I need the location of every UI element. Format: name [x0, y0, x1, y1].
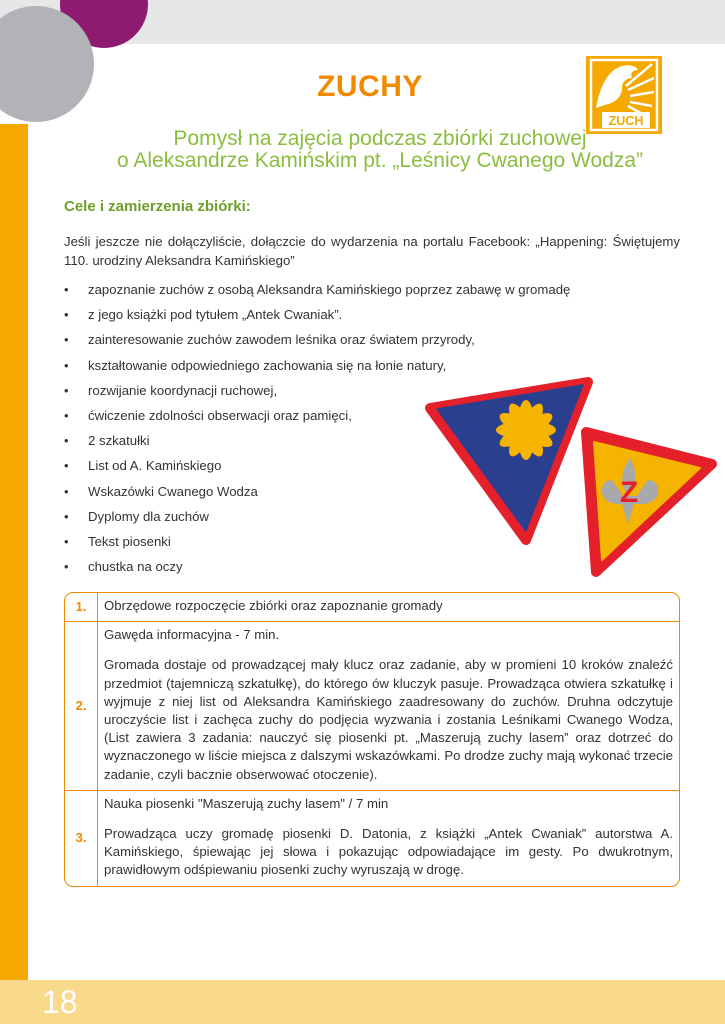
list-item-text: Wskazówki Cwanego Wodza	[88, 483, 258, 499]
list-item-text: List od A. Kamińskiego	[88, 458, 222, 474]
list-item-text: ćwiczenie zdolności obserwacji oraz pamięci,	[88, 407, 352, 423]
subtitle-line-1: Pomysł na zajęcia podczas zbiórki zuchowej	[173, 127, 587, 150]
list-item-text: Tekst piosenki	[88, 533, 171, 549]
list-item-text: z jego książki pod tytułem „Antek Cwaniak”.	[88, 307, 343, 323]
row-paragraph: Gromada dostaje od prowadzącej mały klucz oraz zadanie, aby w promieni 10 kroków znaleźć przedmiot (tajemniczą szkatułkę), do którego ów kluczyk pasuje. Prowadząca otwiera szkatułkę i wyjmuje z niej list od Aleksandra Kamińskiego zaadresowany do zuchów. Druhna odczytuje uroczyście list i zachęca zuchy do podjęcia wyzwania i zostania Leśnikami Cwanego Wodza, (List zawiera 3 zadania: nauczyć się piosenki pt. „Maszerują zuchy lasem” oraz dotrzeć do wyznaczonego w liście miejsca z dalszymi wskazówkami. Po drodze zuchy mają wykonać trzecie zadanie, czyli bacznie obserwować otoczenie).	[104, 657, 673, 782]
badges-illustration	[422, 372, 722, 582]
list-item-text: zainteresowanie zuchów zawodem leśnika oraz światem przyrody,	[88, 332, 475, 348]
subtitle	[60, 128, 700, 172]
bullet: •	[64, 407, 69, 423]
row-number: 2.	[65, 621, 98, 790]
page-title: ZUCHY	[317, 70, 423, 103]
bullet: •	[64, 433, 69, 449]
list-item	[64, 280, 570, 305]
table-row	[65, 593, 679, 621]
bullet: •	[64, 533, 69, 549]
bullet: •	[64, 332, 69, 348]
list-item-text: kształtowanie odpowiedniego zachowania się na łonie natury,	[88, 357, 447, 373]
bullet: •	[64, 382, 69, 398]
zuch-logo	[586, 56, 662, 134]
bullet: •	[64, 559, 69, 575]
bottom-band	[0, 980, 725, 1024]
schedule-table	[64, 592, 680, 887]
table-row	[65, 790, 679, 886]
badge-letter: Z	[619, 476, 639, 509]
row-heading: Obrzędowe rozpoczęcie zbiórki oraz zapoznanie gromady	[104, 598, 443, 613]
page-number: 18	[42, 984, 78, 1020]
row-paragraph: Prowadząca uczy gromadę piosenki D. Datonia, z książki „Antek Cwaniak” autorstwa A. Kamińskiego, śpiewając jej słowa i pokazując odpowiadające im gesty. Po dwukrotnym, prawidłowym odśpiewaniu piosenki zuchy wyruszają w drogę.	[104, 826, 673, 878]
bullet: •	[64, 508, 69, 524]
row-content	[98, 593, 679, 621]
intro-text: Jeśli jeszcze nie dołączyliście, dołączcie do wydarzenia na portalu Facebook: „Happening: Świętujemy 110. urodziny Aleksandra Kamińskiego”	[64, 234, 680, 268]
sun-badge	[430, 382, 588, 540]
logo-text: ZUCH	[608, 114, 644, 128]
list-item-text: rozwijanie koordynacji ruchowej,	[88, 382, 278, 398]
decorative-circles	[0, 0, 160, 124]
bullet: •	[64, 458, 69, 474]
row-heading: Gawęda informacyjna - 7 min.	[104, 627, 280, 643]
bullet: •	[64, 307, 69, 323]
bullet: •	[64, 357, 69, 373]
bullet: •	[64, 483, 69, 499]
row-content	[98, 621, 679, 790]
left-accent-strip	[0, 124, 28, 980]
row-number: 3.	[65, 790, 98, 886]
row-number: 1.	[65, 593, 98, 621]
list-item	[64, 305, 570, 330]
table-row	[65, 621, 679, 790]
list-item-text: Dyplomy dla zuchów	[88, 508, 209, 524]
bullet: •	[64, 282, 69, 297]
subtitle-line-2: o Aleksandrze Kamińskim pt. „Leśnicy Cwanego Wodza”	[116, 149, 643, 172]
list-item	[64, 330, 570, 355]
row-content	[98, 790, 679, 886]
list-item-text: zapoznanie zuchów z osobą Aleksandra Kamińskiego poprzez zabawę w gromadę	[88, 282, 571, 297]
row-heading: Nauka piosenki "Maszerują zuchy lasem" / 7 min	[104, 795, 389, 811]
lily-badge	[586, 432, 712, 572]
section-heading: Cele i zamierzenia zbiórki:	[64, 198, 251, 215]
list-item-text: 2 szkatułki	[88, 433, 150, 449]
list-item-text: chustka na oczy	[88, 559, 183, 575]
